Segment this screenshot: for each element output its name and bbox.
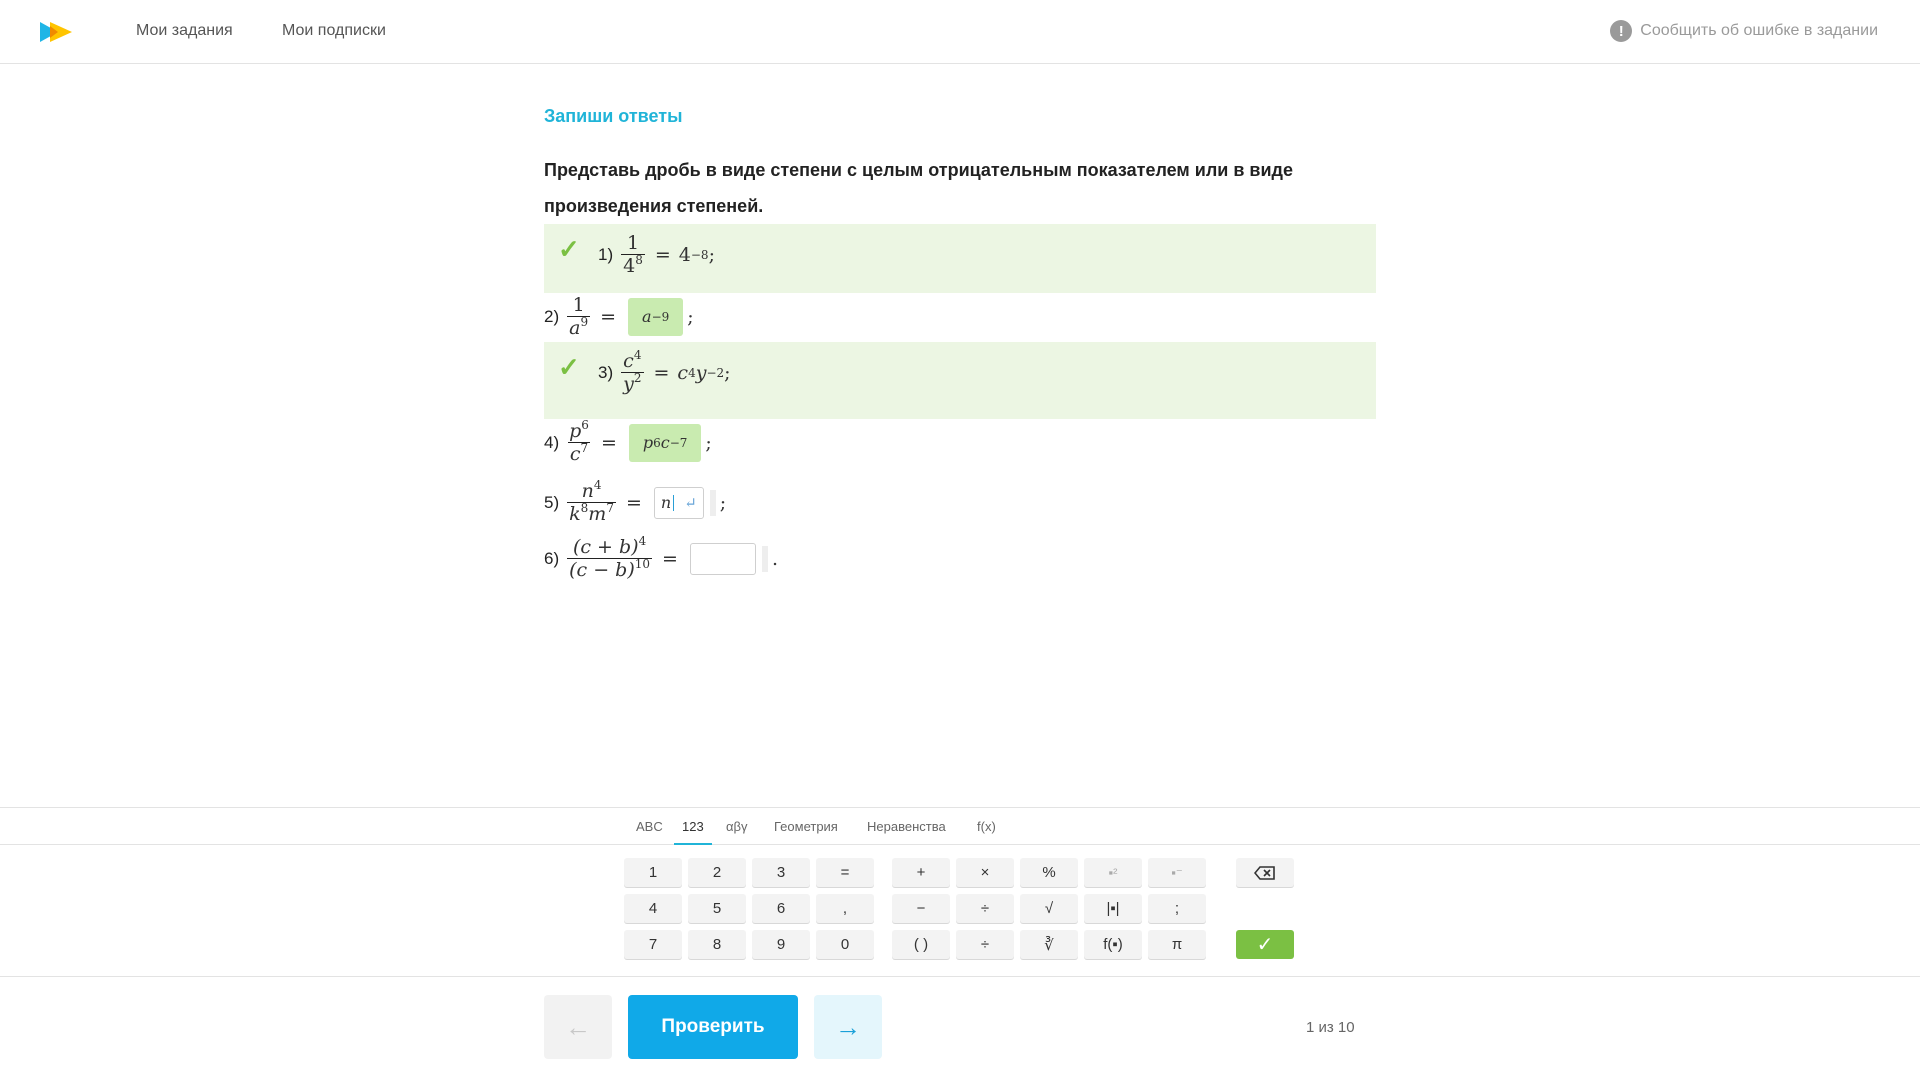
next-button[interactable] bbox=[814, 995, 882, 1059]
math-keyboard bbox=[0, 807, 1920, 977]
answer-input[interactable] bbox=[654, 487, 704, 519]
task-counter: 1 из 10 bbox=[1306, 1019, 1355, 1036]
key-square[interactable]: ▪² bbox=[1084, 858, 1142, 887]
item-3: 3) $\frac{c^4}{y^2}$ = c 4 y −2 ; bbox=[598, 348, 731, 395]
key-equals[interactable]: = bbox=[816, 858, 874, 887]
exponent: 7 bbox=[606, 501, 614, 515]
exponent: 8 bbox=[580, 501, 589, 515]
logo-icon[interactable] bbox=[40, 20, 76, 44]
text-caret bbox=[673, 495, 674, 511]
exclamation-icon: ! bbox=[1610, 20, 1632, 42]
denominator: k bbox=[569, 503, 581, 525]
numerator: 1 bbox=[626, 232, 640, 254]
key-divide[interactable]: ÷ bbox=[956, 894, 1014, 923]
key-minus[interactable]: − bbox=[892, 894, 950, 923]
denominator: 4 bbox=[623, 255, 636, 277]
key-8[interactable]: 8 bbox=[688, 930, 746, 959]
key-parentheses[interactable]: ( ) bbox=[892, 930, 950, 959]
backspace-icon bbox=[1254, 866, 1276, 880]
item-number: 1) bbox=[598, 244, 614, 264]
fraction bbox=[621, 232, 645, 277]
answer-input[interactable] bbox=[690, 543, 756, 575]
numerator: n bbox=[581, 480, 594, 502]
denominator: m bbox=[588, 503, 607, 525]
key-sqrt[interactable]: √ bbox=[1020, 894, 1078, 923]
key-plus[interactable]: + bbox=[892, 858, 950, 887]
numerator: (c + b) bbox=[572, 536, 639, 558]
enter-icon[interactable]: ↵ bbox=[684, 493, 697, 512]
key-semicolon[interactable]: ; bbox=[1148, 894, 1206, 923]
top-header bbox=[0, 0, 1920, 64]
key-6[interactable]: 6 bbox=[752, 894, 810, 923]
item-number: 5) bbox=[544, 492, 560, 512]
fraction bbox=[567, 480, 616, 525]
task-type-heading: Запиши ответы bbox=[544, 106, 683, 126]
key-pi[interactable]: π bbox=[1148, 930, 1206, 959]
answer-base: c bbox=[660, 433, 670, 452]
key-abs[interactable]: |▪| bbox=[1084, 894, 1142, 923]
exponent: 7 bbox=[580, 441, 589, 455]
key-5[interactable]: 5 bbox=[688, 894, 746, 923]
exponent: 2 bbox=[633, 371, 642, 385]
exponent: 8 bbox=[635, 253, 643, 267]
input-scrollbar[interactable] bbox=[710, 490, 716, 516]
key-function[interactable]: f(▪) bbox=[1084, 930, 1142, 959]
exponent: 6 bbox=[581, 418, 589, 432]
fraction bbox=[567, 420, 591, 465]
item-4: 4) $\frac{p^6}{c^7}$ = p 6 c −7 ; bbox=[544, 418, 712, 465]
check-button[interactable]: Проверить bbox=[628, 995, 798, 1059]
report-error-label: Сообщить об ошибке в задании bbox=[1640, 22, 1878, 39]
item-6: 6) $\frac{(c + b)^4}{(c - b)^{10}}$ = . bbox=[544, 534, 779, 581]
exponent: 4 bbox=[638, 534, 647, 548]
punct: ; bbox=[708, 243, 715, 266]
tab-functions[interactable]: f(x) bbox=[977, 819, 996, 834]
nav-my-tasks[interactable]: Мои задания bbox=[136, 22, 233, 39]
tab-abc[interactable]: ABC bbox=[636, 819, 663, 834]
nav-my-subscriptions[interactable]: Мои подписки bbox=[282, 22, 386, 39]
key-percent[interactable]: % bbox=[1020, 858, 1078, 887]
item-5: 5) $\frac{n^4}{k^8m^7}$ = n ↵ ; bbox=[544, 478, 727, 525]
item-number: 6) bbox=[544, 548, 560, 568]
exponent: 4 bbox=[593, 478, 602, 492]
question-text: Представь дробь в виде степени с целым отрицательным показателем или в виде произведения степеней. bbox=[544, 160, 1293, 216]
denominator: y bbox=[623, 373, 634, 395]
answer-field[interactable]: a −9 bbox=[628, 298, 683, 336]
numerator: p bbox=[569, 420, 582, 442]
key-0[interactable]: 0 bbox=[816, 930, 874, 959]
result-base: 4 bbox=[678, 243, 691, 266]
key-1[interactable]: 1 bbox=[624, 858, 682, 887]
checkmark-icon: ✓ bbox=[1256, 934, 1274, 956]
report-error-link[interactable] bbox=[1610, 20, 1878, 42]
key-7[interactable]: 7 bbox=[624, 930, 682, 959]
backspace-key[interactable] bbox=[1236, 858, 1294, 887]
key-power[interactable]: ▪⁻ bbox=[1148, 858, 1206, 887]
punct: ; bbox=[719, 491, 727, 514]
input-value: n bbox=[660, 493, 672, 512]
answer-base: a bbox=[642, 307, 652, 326]
numerator: 1 bbox=[572, 294, 585, 316]
input-scrollbar[interactable] bbox=[762, 546, 768, 572]
punct: ; bbox=[724, 361, 731, 384]
check-icon: ✓ bbox=[558, 234, 580, 264]
exponent: 10 bbox=[634, 557, 651, 571]
arrow-left-icon: ← bbox=[565, 1011, 591, 1042]
numerator: c bbox=[623, 350, 634, 372]
answer-base: p bbox=[642, 433, 654, 452]
result-base: c bbox=[677, 361, 689, 384]
punct: . bbox=[771, 547, 779, 570]
item-number: 4) bbox=[544, 432, 560, 452]
key-multiply[interactable]: × bbox=[956, 858, 1014, 887]
item-2: 2) $\frac{1}{a^9}$ = a −9 ; bbox=[544, 294, 694, 339]
exponent: 9 bbox=[580, 315, 589, 329]
key-4[interactable]: 4 bbox=[624, 894, 682, 923]
tab-greek[interactable]: αβγ bbox=[726, 819, 748, 834]
key-comma[interactable]: , bbox=[816, 894, 874, 923]
confirm-input-key[interactable] bbox=[1236, 930, 1294, 959]
key-nth-root[interactable]: ∛ bbox=[1020, 930, 1078, 959]
arrow-right-icon: → bbox=[835, 1011, 861, 1042]
key-9[interactable]: 9 bbox=[752, 930, 810, 959]
key-2[interactable]: 2 bbox=[688, 858, 746, 887]
tab-123[interactable]: 123 bbox=[682, 819, 704, 834]
check-icon: ✓ bbox=[558, 352, 580, 382]
keyboard-tabs bbox=[0, 808, 1920, 845]
fraction bbox=[567, 294, 590, 339]
punct: ; bbox=[705, 431, 712, 454]
tab-geometry[interactable]: Геометрия bbox=[774, 819, 838, 834]
key-fraction[interactable]: ÷ bbox=[956, 930, 1014, 959]
answer-field[interactable]: p 6 c −7 bbox=[629, 424, 702, 462]
exponent: 4 bbox=[633, 348, 642, 362]
item-number: 2) bbox=[544, 306, 560, 326]
fraction bbox=[567, 536, 652, 581]
key-3[interactable]: 3 bbox=[752, 858, 810, 887]
fraction bbox=[621, 350, 643, 395]
denominator: c bbox=[569, 443, 581, 465]
tab-inequalities[interactable]: Неравенства bbox=[867, 819, 946, 834]
item-1: 1) $\frac{1}{4^8}$ = 4 −8 ; bbox=[598, 232, 715, 277]
prev-button[interactable] bbox=[544, 995, 612, 1059]
punct: ; bbox=[687, 305, 694, 328]
denominator: (c − b) bbox=[569, 559, 635, 581]
result-base: y bbox=[695, 361, 707, 384]
denominator: a bbox=[569, 317, 581, 339]
item-number: 3) bbox=[598, 362, 614, 382]
